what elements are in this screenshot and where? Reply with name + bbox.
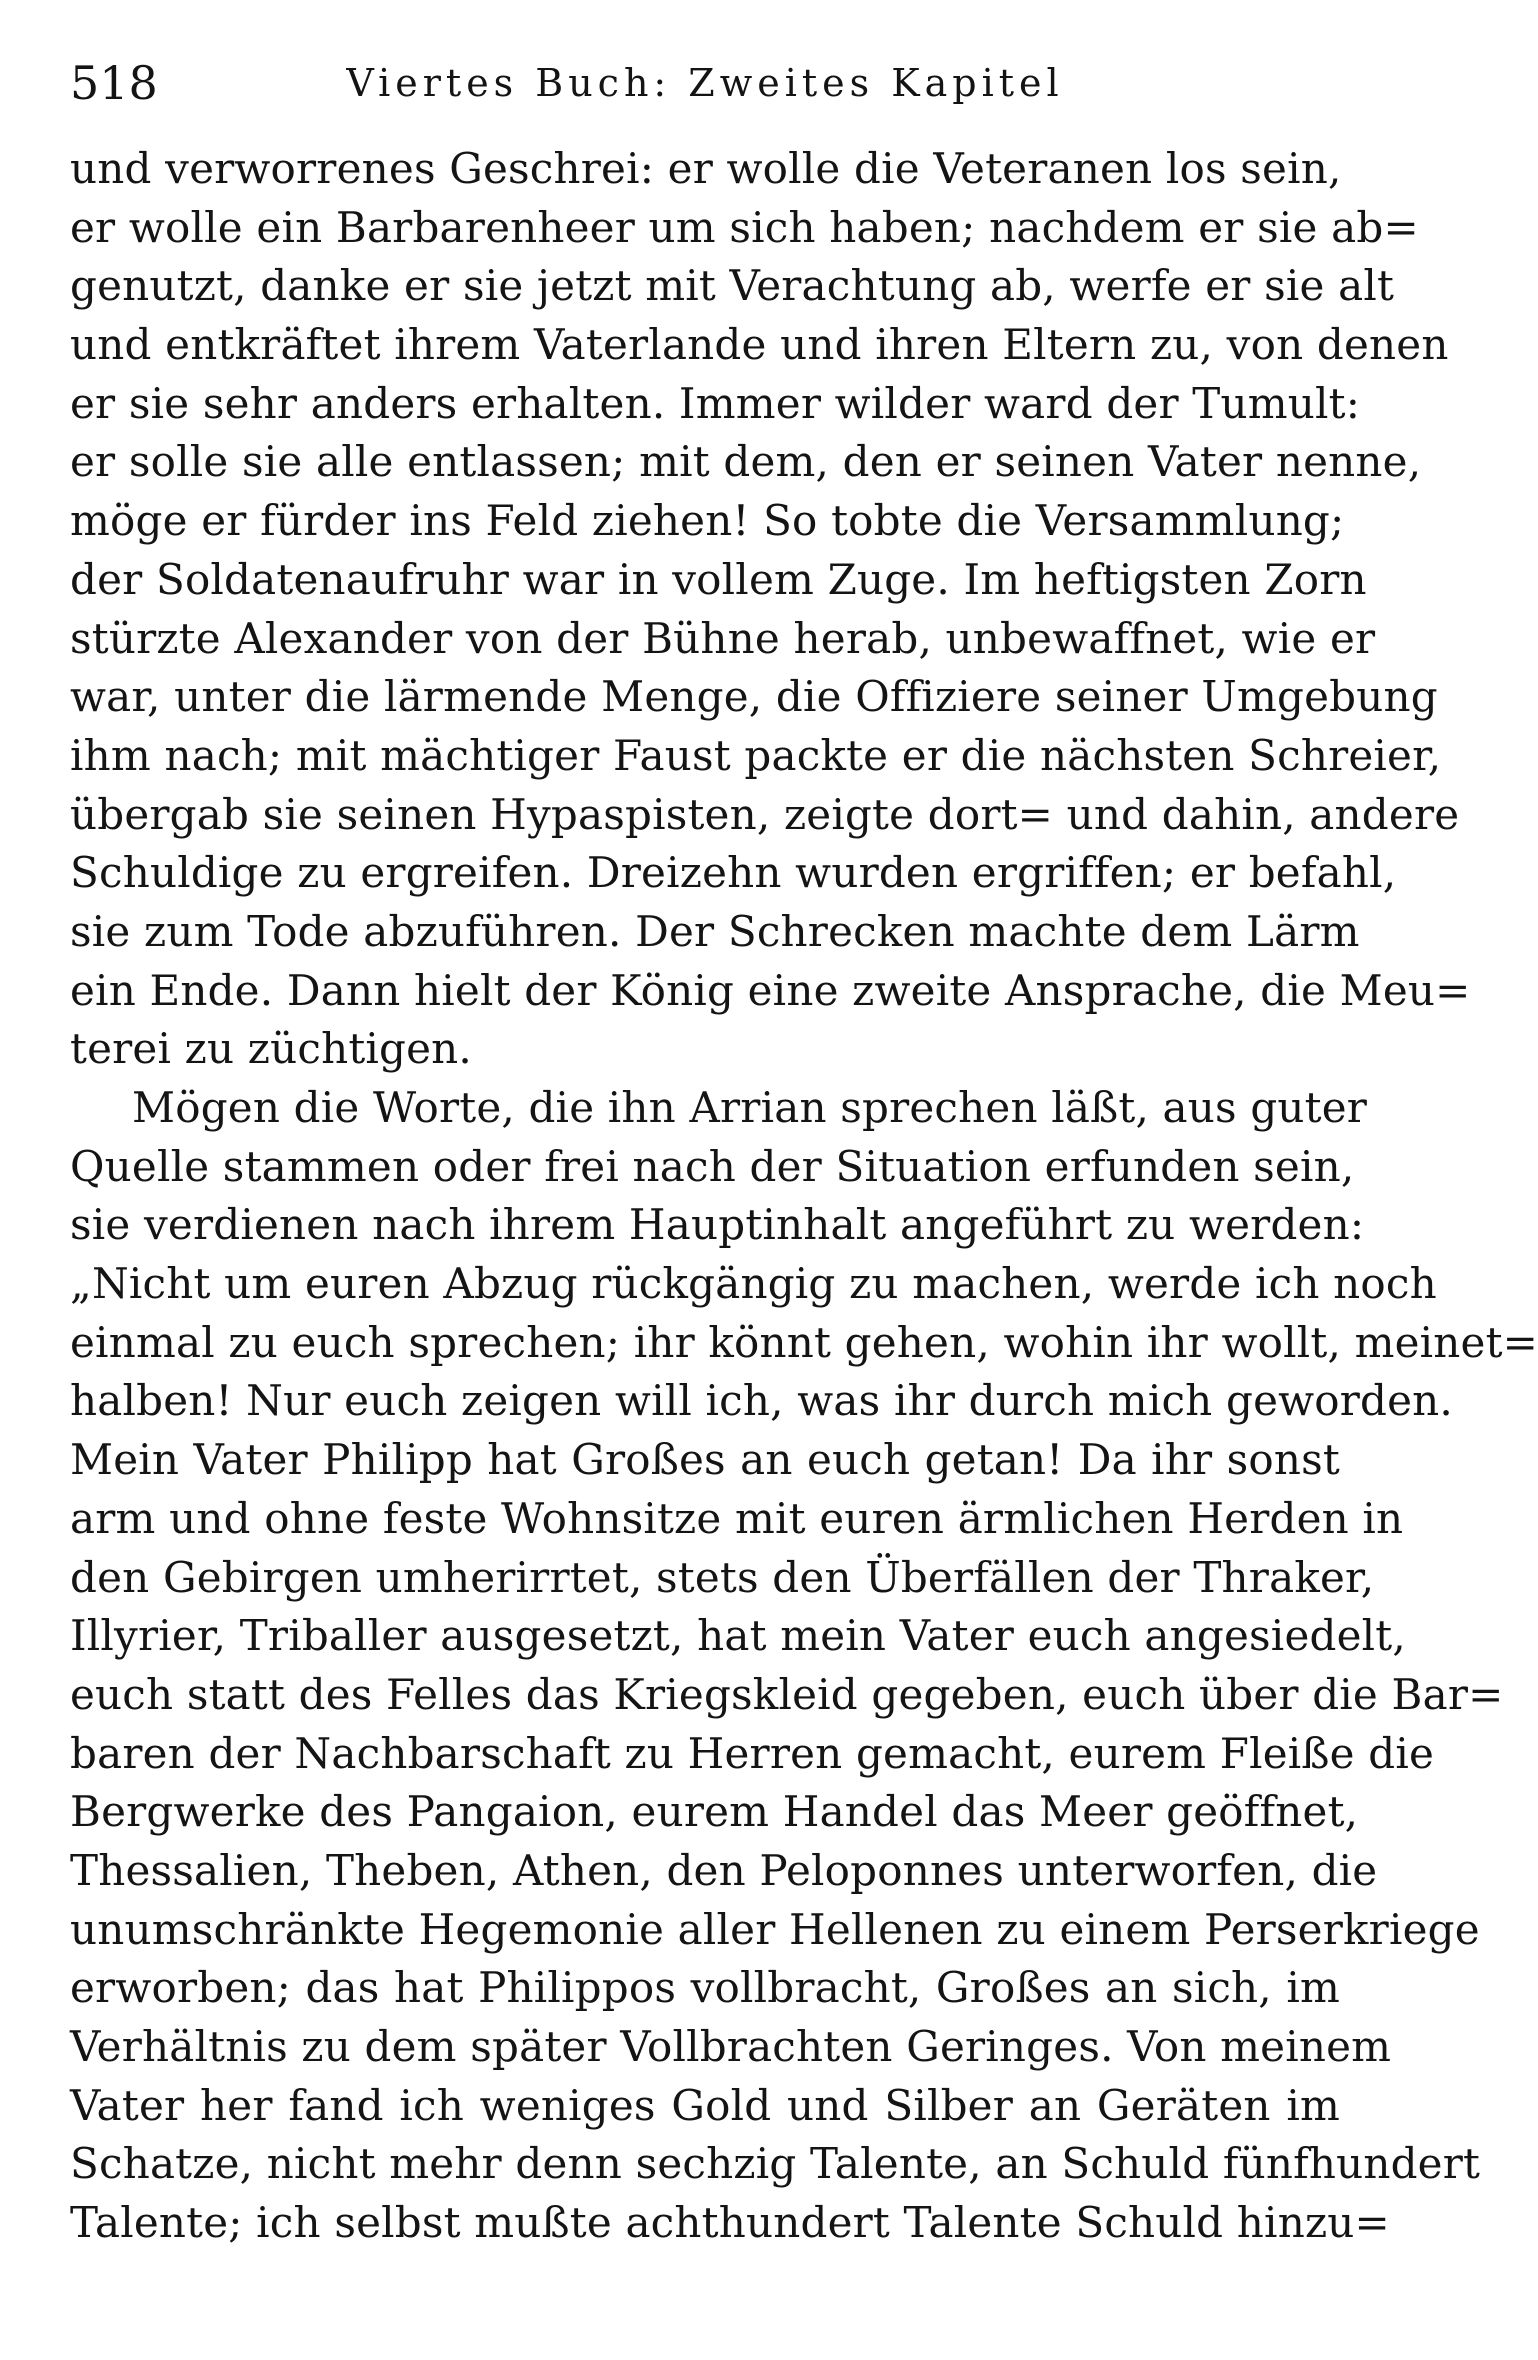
text-line: und entkräftet ihrem Vaterlande und ihren Eltern zu, von denen: [70, 320, 1449, 370]
text-line: „Nicht um euren Abzug rückgängig zu machen, werde ich noch: [70, 1259, 1437, 1309]
text-line: Schuldige zu ergreifen. Dreizehn wurden ergriffen; er befahl,: [70, 848, 1397, 898]
text-line: Quelle stammen oder frei nach der Situation erfunden sein,: [70, 1141, 1355, 1191]
text-line: arm und ohne feste Wohnsitze mit euren ärmlichen Herden in: [70, 1493, 1404, 1543]
text-line: Bergwerke des Pangaion, eurem Handel das Meer geöffnet,: [70, 1787, 1359, 1837]
text-line: erworben; das hat Philippos vollbracht, Großes an sich, im: [70, 1963, 1340, 2013]
text-line: ihm nach; mit mächtiger Faust packte er die nächsten Schreier,: [70, 730, 1442, 780]
text-line: Mögen die Worte, die ihn Arrian sprechen läßt, aus guter: [132, 1083, 1368, 1132]
text-line: Thessalien, Theben, Athen, den Peloponnes unterworfen, die: [70, 1845, 1378, 1895]
text-line: Vater her fand ich weniges Gold und Silber an Geräten im: [70, 2080, 1340, 2130]
page-number: 518: [70, 56, 158, 110]
text-line: er sie sehr anders erhalten. Immer wilder ward der Tumult:: [70, 378, 1361, 428]
text-line: Verhältnis zu dem später Vollbrachten Geringes. Von meinem: [70, 2022, 1392, 2071]
text-line: unumschränkte Hegemonie aller Hellenen zu einem Perserkriege: [70, 1904, 1480, 1954]
text-line: baren der Nachbarschaft zu Herren gemacht, eurem Fleiße die: [70, 1728, 1435, 1778]
text-line: stürzte Alexander von der Bühne herab, unbewaffnet, wie er: [70, 613, 1376, 663]
text-line: Mein Vater Philipp hat Großes an euch getan! Da ihr sonst: [70, 1435, 1340, 1485]
text-line: genutzt, danke er sie jetzt mit Verachtung ab, werfe er sie alt: [70, 261, 1395, 311]
page-header: [70, 48, 1340, 118]
text-line: er solle sie alle entlassen; mit dem, den er seinen Vater nenne,: [70, 437, 1422, 487]
text-line: er wolle ein Barbarenheer um sich haben; nachdem er sie ab=: [70, 202, 1419, 252]
text-line: ein Ende. Dann hielt der König eine zweite Ansprache, die Meu=: [70, 965, 1471, 1015]
running-title: Viertes Buch: Zweites Kapitel: [346, 61, 1064, 105]
text-line: übergab sie seinen Hypaspisten, zeigte dort= und dahin, andere: [70, 789, 1460, 839]
text-line: und verworrenes Geschrei: er wolle die Veteranen los sein,: [70, 144, 1342, 193]
text-line: euch statt des Felles das Kriegskleid gegeben, euch über die Bar=: [70, 1669, 1504, 1719]
text-line: sie verdienen nach ihrem Hauptinhalt angeführt zu werden:: [70, 1200, 1365, 1250]
text-line: einmal zu euch sprechen; ihr könnt gehen, wohin ihr wollt, meinet=: [70, 1317, 1538, 1367]
text-line: Talente; ich selbst mußte achthundert Talente Schuld hinzu=: [70, 2198, 1390, 2248]
text-line: möge er fürder ins Feld ziehen! So tobte die Versammlung;: [70, 496, 1345, 546]
text-line: der Soldatenaufruhr war in vollem Zuge. Im heftigsten Zorn: [70, 554, 1367, 604]
body-text: [70, 140, 1538, 2253]
text-line: halben! Nur euch zeigen will ich, was ihr durch mich geworden.: [70, 1376, 1453, 1426]
text-line: terei zu züchtigen.: [70, 1024, 472, 1074]
text-line: Illyrier, Triballer ausgesetzt, hat mein Vater euch angesiedelt,: [70, 1611, 1406, 1661]
text-line: war, unter die lärmende Menge, die Offiziere seiner Umgebung: [70, 672, 1438, 722]
text-line: sie zum Tode abzuführen. Der Schrecken machte dem Lärm: [70, 906, 1360, 956]
text-line: den Gebirgen umherirrtet, stets den Überfällen der Thraker,: [70, 1552, 1375, 1602]
text-line: Schatze, nicht mehr denn sechzig Talente, an Schuld fünfhundert: [70, 2139, 1481, 2189]
